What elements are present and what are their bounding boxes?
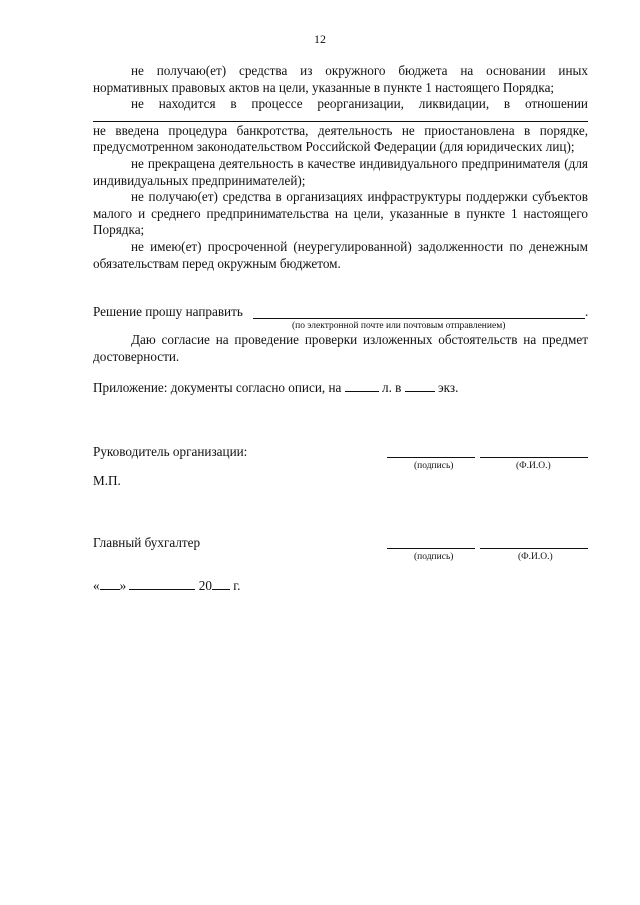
- conditions-text: [93, 63, 588, 272]
- paragraph-2: не находится в процессе реорганизации, ликвидации, в отношении: [131, 96, 588, 112]
- accountant-fio-hint: (Ф.И.О.): [518, 552, 553, 562]
- year-prefix: 20: [198, 578, 212, 593]
- decision-label: Решение прошу направить: [93, 304, 243, 319]
- date-open-quote: «: [93, 578, 100, 593]
- paragraph-3: не введена процедура банкротства, деятельность не приостановлена в порядке, предусмотренном законодательством Российской Федерации (для юридических лиц);: [93, 122, 588, 155]
- accountant-label: Главный бухгалтер: [93, 535, 201, 550]
- copies-field[interactable]: [405, 380, 435, 392]
- head-label: Руководитель организации:: [93, 444, 248, 459]
- decision-period: .: [585, 304, 589, 319]
- decision-hint: (по электронной почте или почтовым отправлением): [292, 321, 506, 331]
- head-signature-field[interactable]: [387, 457, 475, 458]
- accountant-fio-field[interactable]: [480, 548, 588, 549]
- attachment-part2: л. в: [382, 380, 402, 395]
- attachment-part1: Приложение: документы согласно описи, на: [93, 380, 342, 395]
- fill-line: [93, 113, 588, 122]
- accountant-signature-hint: (подпись): [414, 552, 454, 562]
- decision-field[interactable]: [253, 318, 585, 319]
- date-suffix: г.: [233, 578, 241, 593]
- head-fio-field[interactable]: [480, 457, 588, 458]
- pages-field[interactable]: [345, 380, 379, 392]
- paragraph-4: не прекращена деятельность в качестве индивидуального предпринимателя (для индивидуальных предпринимателей);: [93, 155, 588, 188]
- year-field[interactable]: [212, 578, 230, 590]
- consent-text: Даю согласие на проведение проверки изложенных обстоятельств на предмет достоверности.: [93, 332, 588, 364]
- month-field[interactable]: [129, 578, 195, 590]
- day-field[interactable]: [100, 578, 120, 590]
- date-close-quote: »: [119, 578, 127, 593]
- paragraph-6: не имею(ет) просроченной (неурегулированной) задолженности по денежным обязательствам перед окружным бюджетом.: [93, 238, 588, 271]
- paragraph-1: не получаю(ет) средства из окружного бюджета на основании иных нормативных правовых актов на цели, указанные в пункте 1 настоящего Порядка;: [93, 63, 588, 95]
- head-fio-hint: (Ф.И.О.): [516, 461, 551, 471]
- page-number: 12: [314, 32, 326, 46]
- stamp-label: М.П.: [93, 473, 121, 488]
- paragraph-5: не получаю(ет) средства в организациях инфраструктуры поддержки субъектов малого и среднего предпринимательства на цели, указанные в пункте 1 настоящего Порядка;: [93, 189, 588, 238]
- accountant-signature-field[interactable]: [387, 548, 475, 549]
- attachment-part3: экз.: [438, 380, 459, 395]
- attachment-line: [93, 380, 458, 397]
- date-line: [93, 578, 240, 595]
- head-signature-hint: (подпись): [414, 461, 454, 471]
